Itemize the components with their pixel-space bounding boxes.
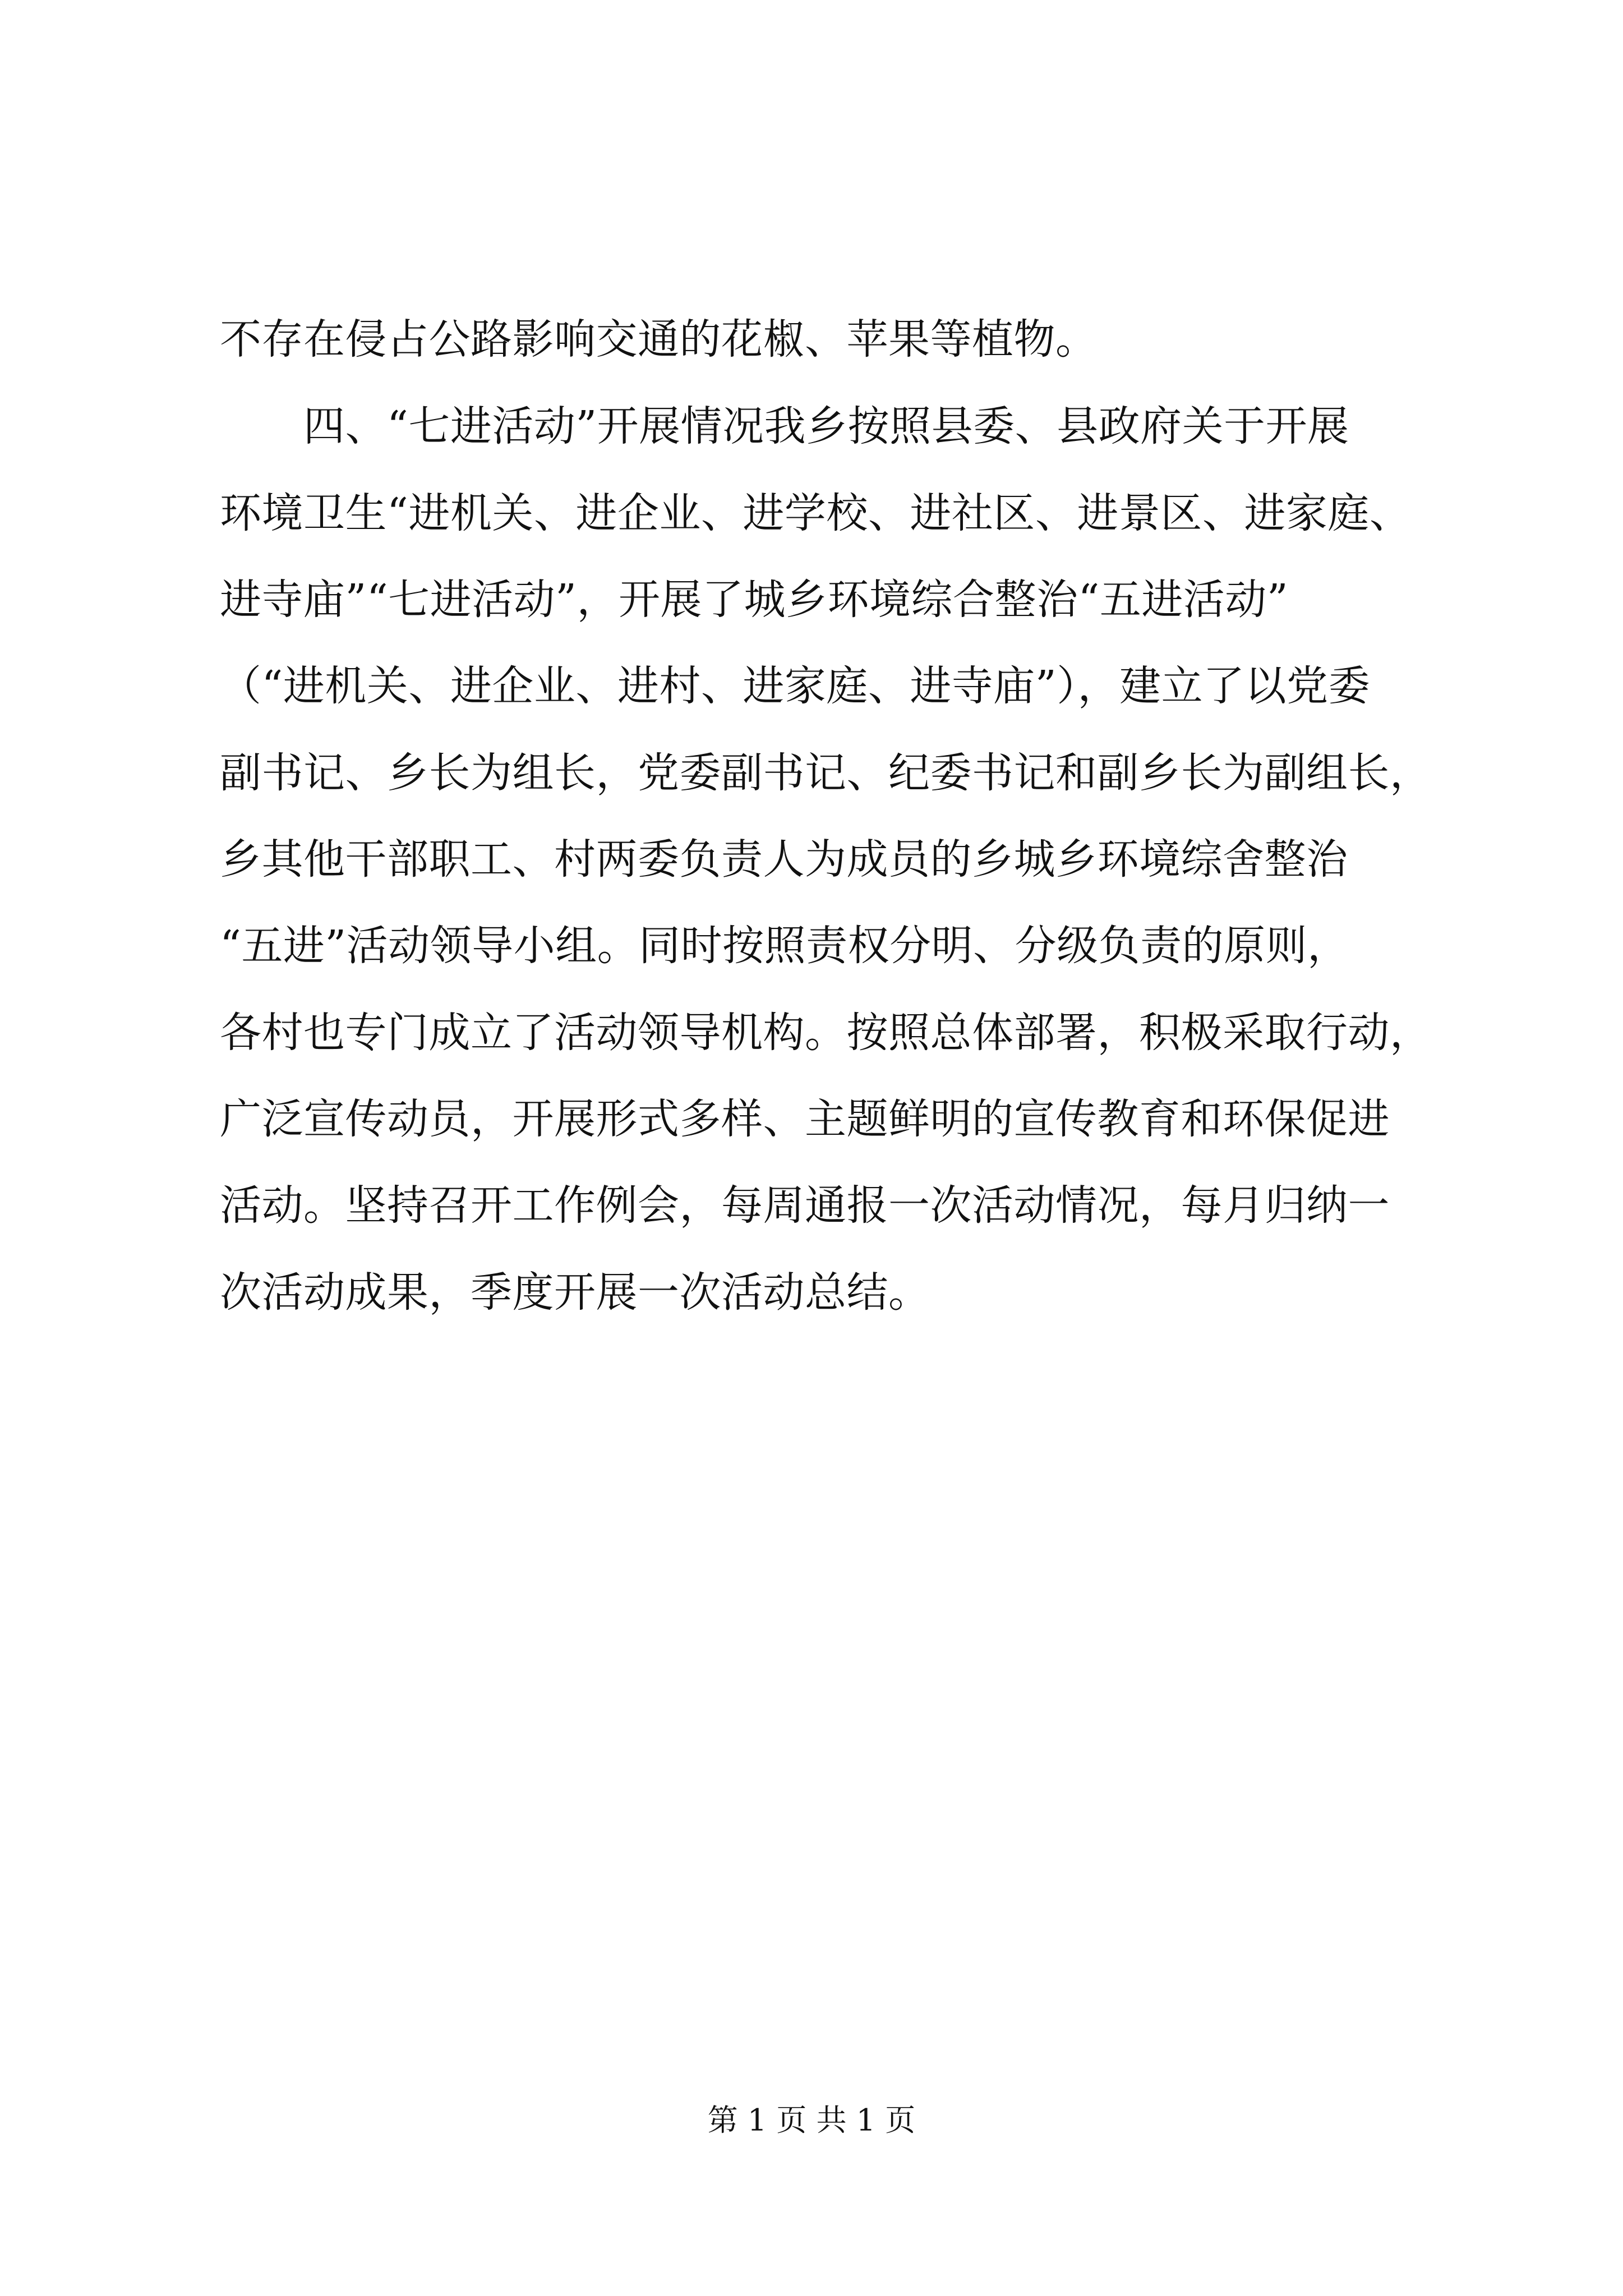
text-line: 各村也专门成立了活动领导机构。按照总体部署，积极采取行动， bbox=[220, 1009, 1432, 1057]
text-line: 乡其他干部职工、村两委负责人为成员的乡城乡环境综舍整治 bbox=[220, 835, 1348, 884]
text-line: 不存在侵占公路影响交通的花椒、苹果等植物。 bbox=[220, 315, 1098, 364]
text-line: 次活动成果，季度开展一次活动总结。 bbox=[220, 1268, 930, 1317]
text-line: （“进机关、进企业、进村、进家庭、进寺庙”），建立了以党委 bbox=[220, 662, 1371, 710]
text-line: 四、“七进活动”开展情况我乡按照县委、县政府关于开展 bbox=[220, 402, 1349, 450]
text-line: 进寺庙”“七进活动”，开展了城乡环境综合整治“五进活动” bbox=[220, 576, 1289, 624]
page-footer: 第 1 页 共 1 页 bbox=[707, 2102, 916, 2138]
text-line: 环境卫生“进机关、进企业、进学校、进社区、进景区、进家庭、 bbox=[220, 489, 1412, 537]
text-line: 副书记、乡长为组长，党委副书记、纪委书记和副乡长为副组长， bbox=[220, 749, 1432, 797]
text-line: 广泛宣传动员，开展形式多样、主题鲜明的宣传教育和环保促进 bbox=[220, 1095, 1390, 1143]
text-line: 活动。坚持召开工作例会，每周通报一次活动情况，每月归纳一 bbox=[220, 1181, 1390, 1230]
text-line: “五进”活动领导小组。同时按照责权分明、分级负责的原则， bbox=[220, 922, 1349, 970]
